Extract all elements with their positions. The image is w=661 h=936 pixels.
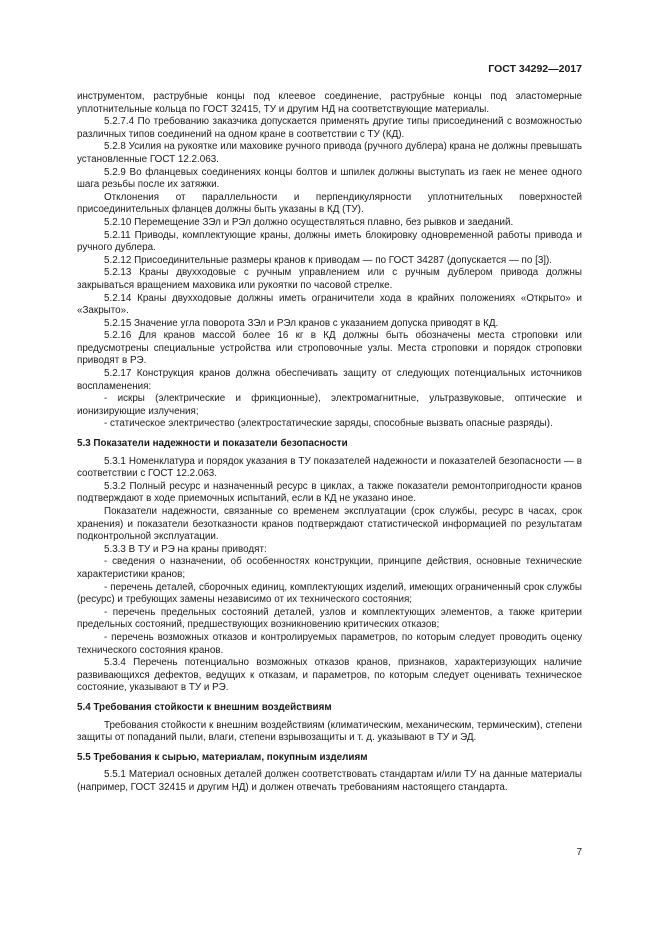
paragraph: 5.2.14 Краны двухходовые должны иметь ограничители хода в крайних положениях «Открыто» и «Закрыто».: [77, 292, 582, 317]
paragraph: инструментом, раструбные концы под клеевое соединение, раструбные концы под эластомерные уплотнительные кольца по ГОСТ 32415, ТУ и другим НД на соответствующие материалы.: [77, 91, 582, 115]
paragraph: 5.2.10 Перемещение ЗЭл и РЭл должно осуществляться плавно, без рывков и заеданий.: [104, 216, 514, 228]
paragraph: 5.3.2 Полный ресурс и назначенный ресурс в циклах, а также показатели ремонтопригодности кранов подтверждают в ходе приемочных испытаний, если в КД не указано иное.: [77, 480, 582, 505]
paragraph: 5.2.9 Во фланцевых соединениях концы болтов и шпилек должны выступать из гаек не менее одного шага резьбы после их затяжки.: [77, 166, 582, 191]
paragraph: 5.2.8 Усилия на рукоятке или маховике ручного привода (ручного дублера) крана не должны превышать установленные ГОСТ 12.2.063.: [77, 141, 582, 165]
document-id-header: ГОСТ 34292—2017: [488, 63, 582, 75]
paragraph: 5.3.1 Номенклатура и порядок указания в ТУ показателей надежности и показателей безопасности — в соответствии с ГОСТ 12.2.063.: [77, 455, 582, 480]
paragraph: 5.2.15 Значение угла поворота ЗЭл и РЭл кранов с указанием допуска приводят в КД.: [104, 317, 499, 329]
paragraph: 5.2.12 Присоединительные размеры кранов к приводам — по ГОСТ 34287 (допускается — по [3]).: [104, 254, 553, 266]
page-number: 7: [576, 847, 582, 858]
paragraph: Показатели надежности, связанные со временем эксплуатации (срок службы, ресурс в часах, срок хранения) и показатели безотказности кранов подтверждают статистической информацией по результатам подконтрольной эксплуатации.: [77, 506, 582, 543]
paragraph: 5.2.7.4 По требованию заказчика допускается применять другие типы присоединений с возможностью различных типов соединений на одном кране в соответствии с ТУ (КД).: [77, 116, 582, 140]
paragraph: 5.5.1 Материал основных деталей должен соответствовать стандартам и/или ТУ на данные материалы (например, ГОСТ 32415 и другим НД) и должен отвечать требованиям настоящего стандарта.: [77, 769, 582, 793]
list-item: - сведения о назначении, об особенностях конструкции, принципе действия, основные технические характеристики кранов;: [77, 556, 582, 580]
section-heading: 5.5 Требования к сырью, материалам, покупным изделиям: [77, 751, 368, 763]
paragraph: Отклонения от параллельности и перпендикулярности уплотнительных поверхностей присоединительных фланцев должны быть указаны в КД (ТУ).: [77, 191, 582, 216]
list-item: - перечень возможных отказов и контролируемых параметров, по которым следует проводить оценку технического состояния кранов.: [77, 631, 582, 656]
paragraph: 5.2.13 Краны двухходовые с ручным управлением или с ручным дублером привода должны закрываться вращением маховика или рукоятки по часовой стрелке.: [77, 267, 582, 291]
paragraph: 5.2.16 Для кранов массой более 16 кг в КД должны быть обозначены места строповки или предусмотрены специальные устройства или строповочные узлы. Места строповки и порядок строповки приводят в РЭ.: [77, 330, 582, 367]
list-item: - искры (электрические и фрикционные), электромагнитные, ультразвуковые, оптические и ионизирующие излучения;: [77, 393, 582, 417]
section-heading: 5.4 Требования стойкости к внешним воздействиям: [77, 701, 332, 713]
paragraph: 5.2.17 Конструкция кранов должна обеспечивать защиту от следующих потенциальных источников воспламенения:: [77, 368, 582, 392]
list-item: - перечень предельных состояний деталей, узлов и комплектующих элементов, а также критерии предельных состояний, предшествующих возникновению критических отказов;: [77, 606, 582, 631]
body-text: [77, 91, 582, 794]
section-heading: 5.3 Показатели надежности и показатели безопасности: [77, 438, 348, 450]
list-item: - статическое электричество (электростатические заряды, способные вызвать опасные разряды).: [104, 418, 553, 430]
paragraph: 5.2.11 Приводы, комплектующие краны, должны иметь блокировку одновременной работы привода и ручного дублера.: [77, 229, 582, 254]
paragraph: 5.3.3 В ТУ и РЭ на краны приводят:: [104, 543, 267, 555]
paragraph: Требования стойкости к внешним воздействиям (климатическим, механическим, термическим), степени защиты от попаданий пыли, влаги, степени взрывозащиты и т. д. указывают в ТУ и ЭД.: [77, 719, 582, 744]
paragraph: 5.3.4 Перечень потенциально возможных отказов кранов, признаков, характеризующих наличие развивающихся дефектов, ведущих к отказам, и параметров, по которым следует оценивать техническое состояние, указывают в ТУ и РЭ.: [77, 657, 582, 694]
list-item: - перечень деталей, сборочных единиц, комплектующих изделий, имеющих ограниченный срок службы (ресурс) и требующих замены независимо от их технического состояния;: [77, 581, 582, 606]
